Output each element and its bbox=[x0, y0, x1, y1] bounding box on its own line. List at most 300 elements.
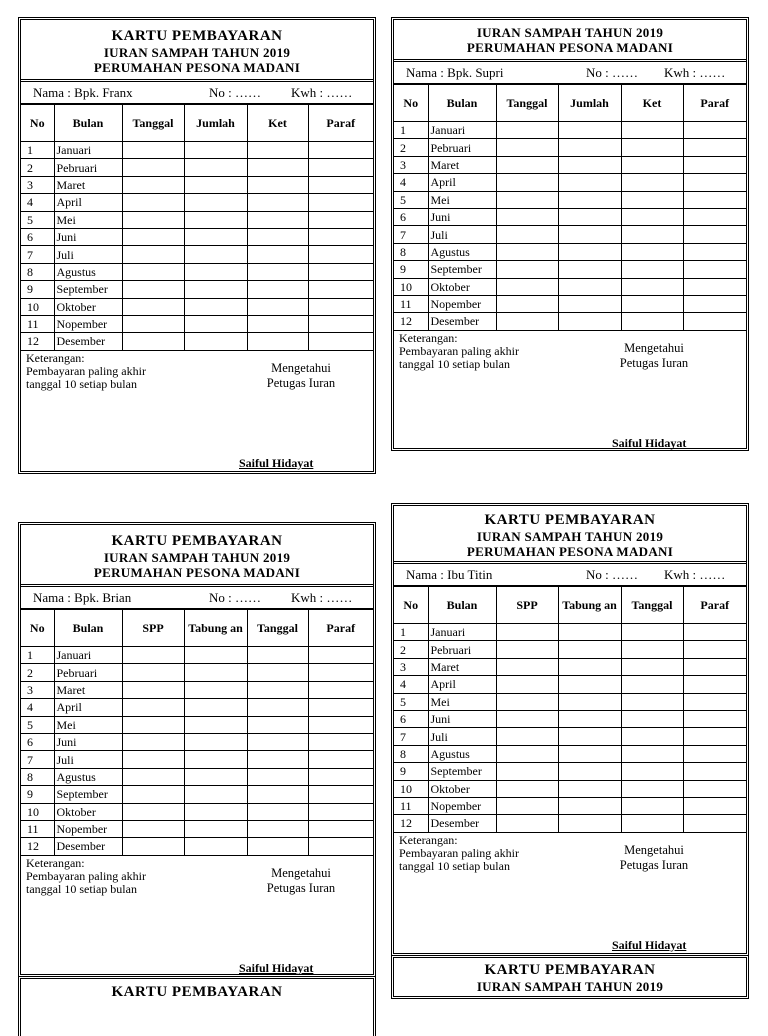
row-number: 2 bbox=[394, 139, 428, 156]
empty-cell[interactable] bbox=[247, 751, 308, 768]
row-number: 4 bbox=[394, 676, 428, 693]
empty-cell[interactable] bbox=[308, 647, 373, 664]
mengetahui-label: Mengetahui bbox=[271, 360, 331, 375]
table-row bbox=[394, 710, 746, 727]
empty-cell[interactable] bbox=[496, 728, 558, 745]
row-number: 7 bbox=[21, 751, 54, 768]
empty-cell[interactable] bbox=[683, 710, 746, 727]
row-number: 2 bbox=[21, 159, 54, 176]
empty-cell[interactable] bbox=[308, 699, 373, 716]
empty-cell[interactable] bbox=[184, 281, 247, 298]
empty-cell[interactable] bbox=[247, 647, 308, 664]
empty-cell[interactable] bbox=[558, 658, 621, 675]
card-subtitle-iuran: IURAN SAMPAH TAHUN 2019 bbox=[476, 979, 664, 994]
empty-cell[interactable] bbox=[621, 693, 683, 710]
card-subtitle-perumahan: PERUMAHAN PESONA MADANI bbox=[466, 544, 674, 559]
row-month: Agustus bbox=[54, 768, 122, 785]
empty-cell[interactable] bbox=[184, 159, 247, 176]
empty-cell[interactable] bbox=[308, 803, 373, 820]
empty-cell[interactable] bbox=[247, 263, 308, 280]
empty-cell[interactable] bbox=[496, 261, 558, 278]
nama-label: Nama : Bpk. Franx bbox=[33, 85, 133, 100]
empty-cell[interactable] bbox=[122, 263, 184, 280]
row-month: Nopember bbox=[428, 797, 496, 814]
empty-cell[interactable] bbox=[621, 122, 683, 139]
empty-cell[interactable] bbox=[247, 142, 308, 159]
petugas-label: Petugas Iuran bbox=[266, 375, 336, 390]
empty-cell[interactable] bbox=[496, 191, 558, 208]
empty-cell[interactable] bbox=[621, 797, 683, 814]
empty-cell[interactable] bbox=[247, 681, 308, 698]
empty-cell[interactable] bbox=[184, 664, 247, 681]
empty-cell[interactable] bbox=[184, 768, 247, 785]
col-header-bulan: Bulan bbox=[428, 85, 496, 122]
card-title: KARTU PEMBAYARAN bbox=[484, 962, 656, 978]
empty-cell[interactable] bbox=[558, 278, 621, 295]
col-header-tabungan: Tabung an bbox=[558, 587, 621, 624]
table-row bbox=[21, 211, 373, 228]
payment-table bbox=[394, 586, 746, 833]
empty-cell[interactable] bbox=[247, 786, 308, 803]
empty-cell[interactable] bbox=[184, 751, 247, 768]
empty-cell[interactable] bbox=[683, 728, 746, 745]
empty-cell[interactable] bbox=[683, 658, 746, 675]
empty-cell[interactable] bbox=[308, 281, 373, 298]
empty-cell[interactable] bbox=[184, 733, 247, 750]
empty-cell[interactable] bbox=[558, 122, 621, 139]
no-label: No : …… bbox=[586, 567, 638, 582]
empty-cell[interactable] bbox=[247, 838, 308, 855]
row-number: 12 bbox=[394, 313, 428, 330]
empty-cell[interactable] bbox=[122, 786, 184, 803]
row-month: April bbox=[428, 174, 496, 191]
empty-cell[interactable] bbox=[496, 710, 558, 727]
row-number: 8 bbox=[394, 745, 428, 762]
empty-cell[interactable] bbox=[122, 820, 184, 837]
empty-cell[interactable] bbox=[496, 278, 558, 295]
empty-cell[interactable] bbox=[558, 797, 621, 814]
empty-cell[interactable] bbox=[621, 226, 683, 243]
empty-cell[interactable] bbox=[308, 664, 373, 681]
row-number: 11 bbox=[394, 797, 428, 814]
row-month: Juli bbox=[54, 246, 122, 263]
empty-cell[interactable] bbox=[308, 820, 373, 837]
empty-cell[interactable] bbox=[558, 208, 621, 225]
empty-cell[interactable] bbox=[122, 298, 184, 315]
empty-cell[interactable] bbox=[122, 228, 184, 245]
table-row bbox=[394, 815, 746, 832]
empty-cell[interactable] bbox=[122, 768, 184, 785]
empty-cell[interactable] bbox=[247, 664, 308, 681]
empty-cell[interactable] bbox=[621, 208, 683, 225]
empty-cell[interactable] bbox=[496, 658, 558, 675]
col-header-tabungan: Tabung an bbox=[184, 610, 247, 647]
empty-cell[interactable] bbox=[247, 716, 308, 733]
payment-table bbox=[394, 84, 746, 331]
empty-cell[interactable] bbox=[496, 243, 558, 260]
col-header-ket: Ket bbox=[247, 105, 308, 142]
petugas-label: Petugas Iuran bbox=[619, 355, 689, 370]
signature-block bbox=[574, 843, 734, 873]
empty-cell[interactable] bbox=[247, 733, 308, 750]
col-header-tanggal: Tanggal bbox=[122, 105, 184, 142]
empty-cell[interactable] bbox=[683, 278, 746, 295]
kwh-label: Kwh : …… bbox=[291, 590, 353, 605]
empty-cell[interactable] bbox=[683, 226, 746, 243]
empty-cell[interactable] bbox=[184, 699, 247, 716]
empty-cell[interactable] bbox=[308, 768, 373, 785]
empty-cell[interactable] bbox=[184, 176, 247, 193]
row-number: 3 bbox=[21, 681, 54, 698]
empty-cell[interactable] bbox=[122, 142, 184, 159]
row-month: Desember bbox=[54, 838, 122, 855]
empty-cell[interactable] bbox=[247, 333, 308, 350]
table-row bbox=[21, 176, 373, 193]
empty-cell[interactable] bbox=[621, 763, 683, 780]
kwh-label: Kwh : …… bbox=[664, 65, 726, 80]
empty-cell[interactable] bbox=[308, 681, 373, 698]
empty-cell[interactable] bbox=[621, 745, 683, 762]
keterangan-label: Keterangan: bbox=[399, 330, 458, 345]
empty-cell[interactable] bbox=[496, 745, 558, 762]
empty-cell[interactable] bbox=[621, 676, 683, 693]
empty-cell[interactable] bbox=[496, 676, 558, 693]
empty-cell[interactable] bbox=[683, 624, 746, 641]
table-row bbox=[21, 298, 373, 315]
row-number: 10 bbox=[21, 298, 54, 315]
col-header-no: No bbox=[394, 587, 428, 624]
empty-cell[interactable] bbox=[496, 174, 558, 191]
empty-cell[interactable] bbox=[308, 786, 373, 803]
card-footer bbox=[21, 856, 373, 982]
empty-cell[interactable] bbox=[247, 246, 308, 263]
empty-cell[interactable] bbox=[621, 624, 683, 641]
table-row bbox=[21, 263, 373, 280]
empty-cell[interactable] bbox=[621, 278, 683, 295]
empty-cell[interactable] bbox=[683, 693, 746, 710]
empty-cell[interactable] bbox=[496, 139, 558, 156]
no-label: No : …… bbox=[209, 590, 261, 605]
empty-cell[interactable] bbox=[496, 208, 558, 225]
empty-cell[interactable] bbox=[558, 174, 621, 191]
empty-cell[interactable] bbox=[184, 246, 247, 263]
table-row bbox=[21, 142, 373, 159]
empty-cell[interactable] bbox=[621, 295, 683, 312]
empty-cell[interactable] bbox=[184, 315, 247, 332]
empty-cell[interactable] bbox=[122, 315, 184, 332]
empty-cell[interactable] bbox=[184, 820, 247, 837]
empty-cell[interactable] bbox=[683, 815, 746, 832]
empty-cell[interactable] bbox=[621, 780, 683, 797]
empty-cell[interactable] bbox=[621, 174, 683, 191]
empty-cell[interactable] bbox=[496, 156, 558, 173]
empty-cell[interactable] bbox=[308, 315, 373, 332]
empty-cell[interactable] bbox=[683, 780, 746, 797]
payment-table bbox=[21, 609, 373, 856]
empty-cell[interactable] bbox=[308, 263, 373, 280]
empty-cell[interactable] bbox=[308, 159, 373, 176]
empty-cell[interactable] bbox=[247, 315, 308, 332]
row-number: 5 bbox=[394, 191, 428, 208]
empty-cell[interactable] bbox=[558, 295, 621, 312]
empty-cell[interactable] bbox=[621, 710, 683, 727]
row-number: 7 bbox=[394, 728, 428, 745]
empty-cell[interactable] bbox=[621, 156, 683, 173]
empty-cell[interactable] bbox=[184, 681, 247, 698]
payment-card-franx bbox=[18, 17, 376, 474]
empty-cell[interactable] bbox=[558, 710, 621, 727]
nama-label: Nama : Ibu Titin bbox=[406, 567, 493, 582]
empty-cell[interactable] bbox=[558, 676, 621, 693]
empty-cell[interactable] bbox=[308, 176, 373, 193]
empty-cell[interactable] bbox=[122, 159, 184, 176]
empty-cell[interactable] bbox=[496, 313, 558, 330]
empty-cell[interactable] bbox=[496, 797, 558, 814]
col-header-paraf: Paraf bbox=[308, 105, 373, 142]
empty-cell[interactable] bbox=[683, 676, 746, 693]
empty-cell[interactable] bbox=[558, 191, 621, 208]
row-month: September bbox=[428, 763, 496, 780]
empty-cell[interactable] bbox=[558, 641, 621, 658]
table-row bbox=[21, 820, 373, 837]
row-month: Januari bbox=[54, 142, 122, 159]
empty-cell[interactable] bbox=[558, 243, 621, 260]
empty-cell[interactable] bbox=[247, 803, 308, 820]
card-title: KARTU PEMBAYARAN bbox=[111, 533, 283, 549]
row-number: 10 bbox=[21, 803, 54, 820]
row-month: Januari bbox=[428, 122, 496, 139]
empty-cell[interactable] bbox=[308, 838, 373, 855]
table-row bbox=[21, 281, 373, 298]
empty-cell[interactable] bbox=[558, 763, 621, 780]
empty-cell[interactable] bbox=[308, 194, 373, 211]
row-month: Juli bbox=[428, 728, 496, 745]
empty-cell[interactable] bbox=[184, 142, 247, 159]
empty-cell[interactable] bbox=[122, 751, 184, 768]
col-header-jumlah: Jumlah bbox=[558, 85, 621, 122]
empty-cell[interactable] bbox=[122, 664, 184, 681]
row-month: Maret bbox=[428, 658, 496, 675]
empty-cell[interactable] bbox=[122, 647, 184, 664]
row-number: 1 bbox=[21, 647, 54, 664]
row-month: Juli bbox=[54, 751, 122, 768]
table-row bbox=[21, 699, 373, 716]
empty-cell[interactable] bbox=[683, 174, 746, 191]
row-month: Mei bbox=[428, 191, 496, 208]
table-row bbox=[394, 676, 746, 693]
empty-cell[interactable] bbox=[621, 139, 683, 156]
empty-cell[interactable] bbox=[683, 156, 746, 173]
empty-cell[interactable] bbox=[621, 261, 683, 278]
empty-cell[interactable] bbox=[247, 281, 308, 298]
empty-cell[interactable] bbox=[122, 803, 184, 820]
row-number: 9 bbox=[21, 281, 54, 298]
empty-cell[interactable] bbox=[308, 298, 373, 315]
col-header-no: No bbox=[394, 85, 428, 122]
empty-cell[interactable] bbox=[308, 333, 373, 350]
empty-cell[interactable] bbox=[496, 693, 558, 710]
empty-cell[interactable] bbox=[683, 261, 746, 278]
row-month: Oktober bbox=[428, 780, 496, 797]
empty-cell[interactable] bbox=[558, 624, 621, 641]
empty-cell[interactable] bbox=[558, 745, 621, 762]
card-title: KARTU PEMBAYARAN bbox=[111, 28, 283, 44]
table-row bbox=[21, 664, 373, 681]
empty-cell[interactable] bbox=[308, 751, 373, 768]
row-month: Desember bbox=[54, 333, 122, 350]
empty-cell[interactable] bbox=[558, 261, 621, 278]
table-row bbox=[21, 838, 373, 855]
empty-cell[interactable] bbox=[122, 838, 184, 855]
empty-cell[interactable] bbox=[683, 745, 746, 762]
kwh-label: Kwh : …… bbox=[291, 85, 353, 100]
mengetahui-label: Mengetahui bbox=[271, 865, 331, 880]
col-header-tanggal: Tanggal bbox=[247, 610, 308, 647]
empty-cell[interactable] bbox=[621, 191, 683, 208]
empty-cell[interactable] bbox=[122, 699, 184, 716]
petugas-name: Saiful Hidayat bbox=[612, 937, 687, 952]
row-number: 9 bbox=[394, 261, 428, 278]
empty-cell[interactable] bbox=[621, 815, 683, 832]
empty-cell[interactable] bbox=[122, 733, 184, 750]
card-footer bbox=[21, 351, 373, 477]
table-row bbox=[394, 174, 746, 191]
empty-cell[interactable] bbox=[683, 122, 746, 139]
empty-cell[interactable] bbox=[683, 313, 746, 330]
row-number: 1 bbox=[394, 624, 428, 641]
empty-cell[interactable] bbox=[308, 142, 373, 159]
empty-cell[interactable] bbox=[184, 803, 247, 820]
empty-cell[interactable] bbox=[621, 313, 683, 330]
card-header bbox=[21, 20, 373, 82]
table-row bbox=[21, 194, 373, 211]
empty-cell[interactable] bbox=[683, 139, 746, 156]
empty-cell[interactable] bbox=[558, 156, 621, 173]
empty-cell[interactable] bbox=[621, 728, 683, 745]
table-row bbox=[394, 313, 746, 330]
empty-cell[interactable] bbox=[184, 194, 247, 211]
empty-cell[interactable] bbox=[683, 243, 746, 260]
empty-cell[interactable] bbox=[683, 191, 746, 208]
empty-cell[interactable] bbox=[184, 647, 247, 664]
empty-cell[interactable] bbox=[308, 246, 373, 263]
empty-cell[interactable] bbox=[122, 716, 184, 733]
row-month: Pebruari bbox=[54, 664, 122, 681]
empty-cell[interactable] bbox=[122, 281, 184, 298]
empty-cell[interactable] bbox=[247, 820, 308, 837]
keterangan-line1: Pembayaran paling akhir bbox=[26, 868, 146, 883]
empty-cell[interactable] bbox=[558, 313, 621, 330]
empty-cell[interactable] bbox=[558, 226, 621, 243]
empty-cell[interactable] bbox=[496, 624, 558, 641]
table-row bbox=[21, 333, 373, 350]
col-header-bulan: Bulan bbox=[428, 587, 496, 624]
table-row bbox=[394, 745, 746, 762]
empty-cell[interactable] bbox=[184, 211, 247, 228]
empty-cell[interactable] bbox=[184, 786, 247, 803]
empty-cell[interactable] bbox=[496, 226, 558, 243]
empty-cell[interactable] bbox=[558, 815, 621, 832]
empty-cell[interactable] bbox=[496, 763, 558, 780]
empty-cell[interactable] bbox=[496, 780, 558, 797]
table-row bbox=[394, 243, 746, 260]
empty-cell[interactable] bbox=[558, 139, 621, 156]
empty-cell[interactable] bbox=[683, 797, 746, 814]
empty-cell[interactable] bbox=[621, 243, 683, 260]
row-month: Juni bbox=[54, 228, 122, 245]
empty-cell[interactable] bbox=[308, 211, 373, 228]
empty-cell[interactable] bbox=[122, 194, 184, 211]
empty-cell[interactable] bbox=[184, 333, 247, 350]
row-number: 4 bbox=[21, 194, 54, 211]
empty-cell[interactable] bbox=[247, 176, 308, 193]
empty-cell[interactable] bbox=[247, 211, 308, 228]
empty-cell[interactable] bbox=[247, 298, 308, 315]
no-label: No : …… bbox=[586, 65, 638, 80]
empty-cell[interactable] bbox=[308, 716, 373, 733]
empty-cell[interactable] bbox=[496, 295, 558, 312]
empty-cell[interactable] bbox=[184, 228, 247, 245]
keterangan-line2: tanggal 10 setiap bulan bbox=[26, 376, 137, 391]
col-header-ket: Ket bbox=[621, 85, 683, 122]
payment-table bbox=[21, 104, 373, 351]
empty-cell[interactable] bbox=[122, 246, 184, 263]
empty-cell[interactable] bbox=[122, 681, 184, 698]
empty-cell[interactable] bbox=[683, 208, 746, 225]
keterangan-label: Keterangan: bbox=[26, 350, 85, 365]
empty-cell[interactable] bbox=[683, 295, 746, 312]
empty-cell[interactable] bbox=[184, 263, 247, 280]
empty-cell[interactable] bbox=[621, 658, 683, 675]
empty-cell[interactable] bbox=[558, 693, 621, 710]
petugas-label: Petugas Iuran bbox=[619, 857, 689, 872]
keterangan-block bbox=[399, 332, 519, 371]
empty-cell[interactable] bbox=[496, 815, 558, 832]
empty-cell[interactable] bbox=[683, 763, 746, 780]
empty-cell[interactable] bbox=[308, 733, 373, 750]
card-title: KARTU PEMBAYARAN bbox=[484, 512, 656, 528]
empty-cell[interactable] bbox=[558, 728, 621, 745]
empty-cell[interactable] bbox=[122, 176, 184, 193]
table-row bbox=[21, 751, 373, 768]
mengetahui-label: Mengetahui bbox=[624, 842, 684, 857]
empty-cell[interactable] bbox=[122, 211, 184, 228]
empty-cell[interactable] bbox=[683, 641, 746, 658]
row-month: Agustus bbox=[54, 263, 122, 280]
empty-cell[interactable] bbox=[122, 333, 184, 350]
empty-cell[interactable] bbox=[496, 122, 558, 139]
empty-cell[interactable] bbox=[247, 159, 308, 176]
table-row bbox=[394, 693, 746, 710]
col-header-paraf: Paraf bbox=[683, 85, 746, 122]
empty-cell[interactable] bbox=[621, 641, 683, 658]
card-subtitle-iuran: IURAN SAMPAH TAHUN 2019 bbox=[476, 25, 664, 40]
empty-cell[interactable] bbox=[184, 838, 247, 855]
empty-cell[interactable] bbox=[247, 228, 308, 245]
empty-cell[interactable] bbox=[184, 298, 247, 315]
empty-cell[interactable] bbox=[247, 194, 308, 211]
row-number: 12 bbox=[394, 815, 428, 832]
signature-block bbox=[574, 341, 734, 371]
row-number: 4 bbox=[394, 174, 428, 191]
empty-cell[interactable] bbox=[247, 768, 308, 785]
keterangan-line2: tanggal 10 setiap bulan bbox=[26, 881, 137, 896]
empty-cell[interactable] bbox=[496, 641, 558, 658]
empty-cell[interactable] bbox=[558, 780, 621, 797]
empty-cell[interactable] bbox=[247, 699, 308, 716]
empty-cell[interactable] bbox=[184, 716, 247, 733]
empty-cell[interactable] bbox=[308, 228, 373, 245]
